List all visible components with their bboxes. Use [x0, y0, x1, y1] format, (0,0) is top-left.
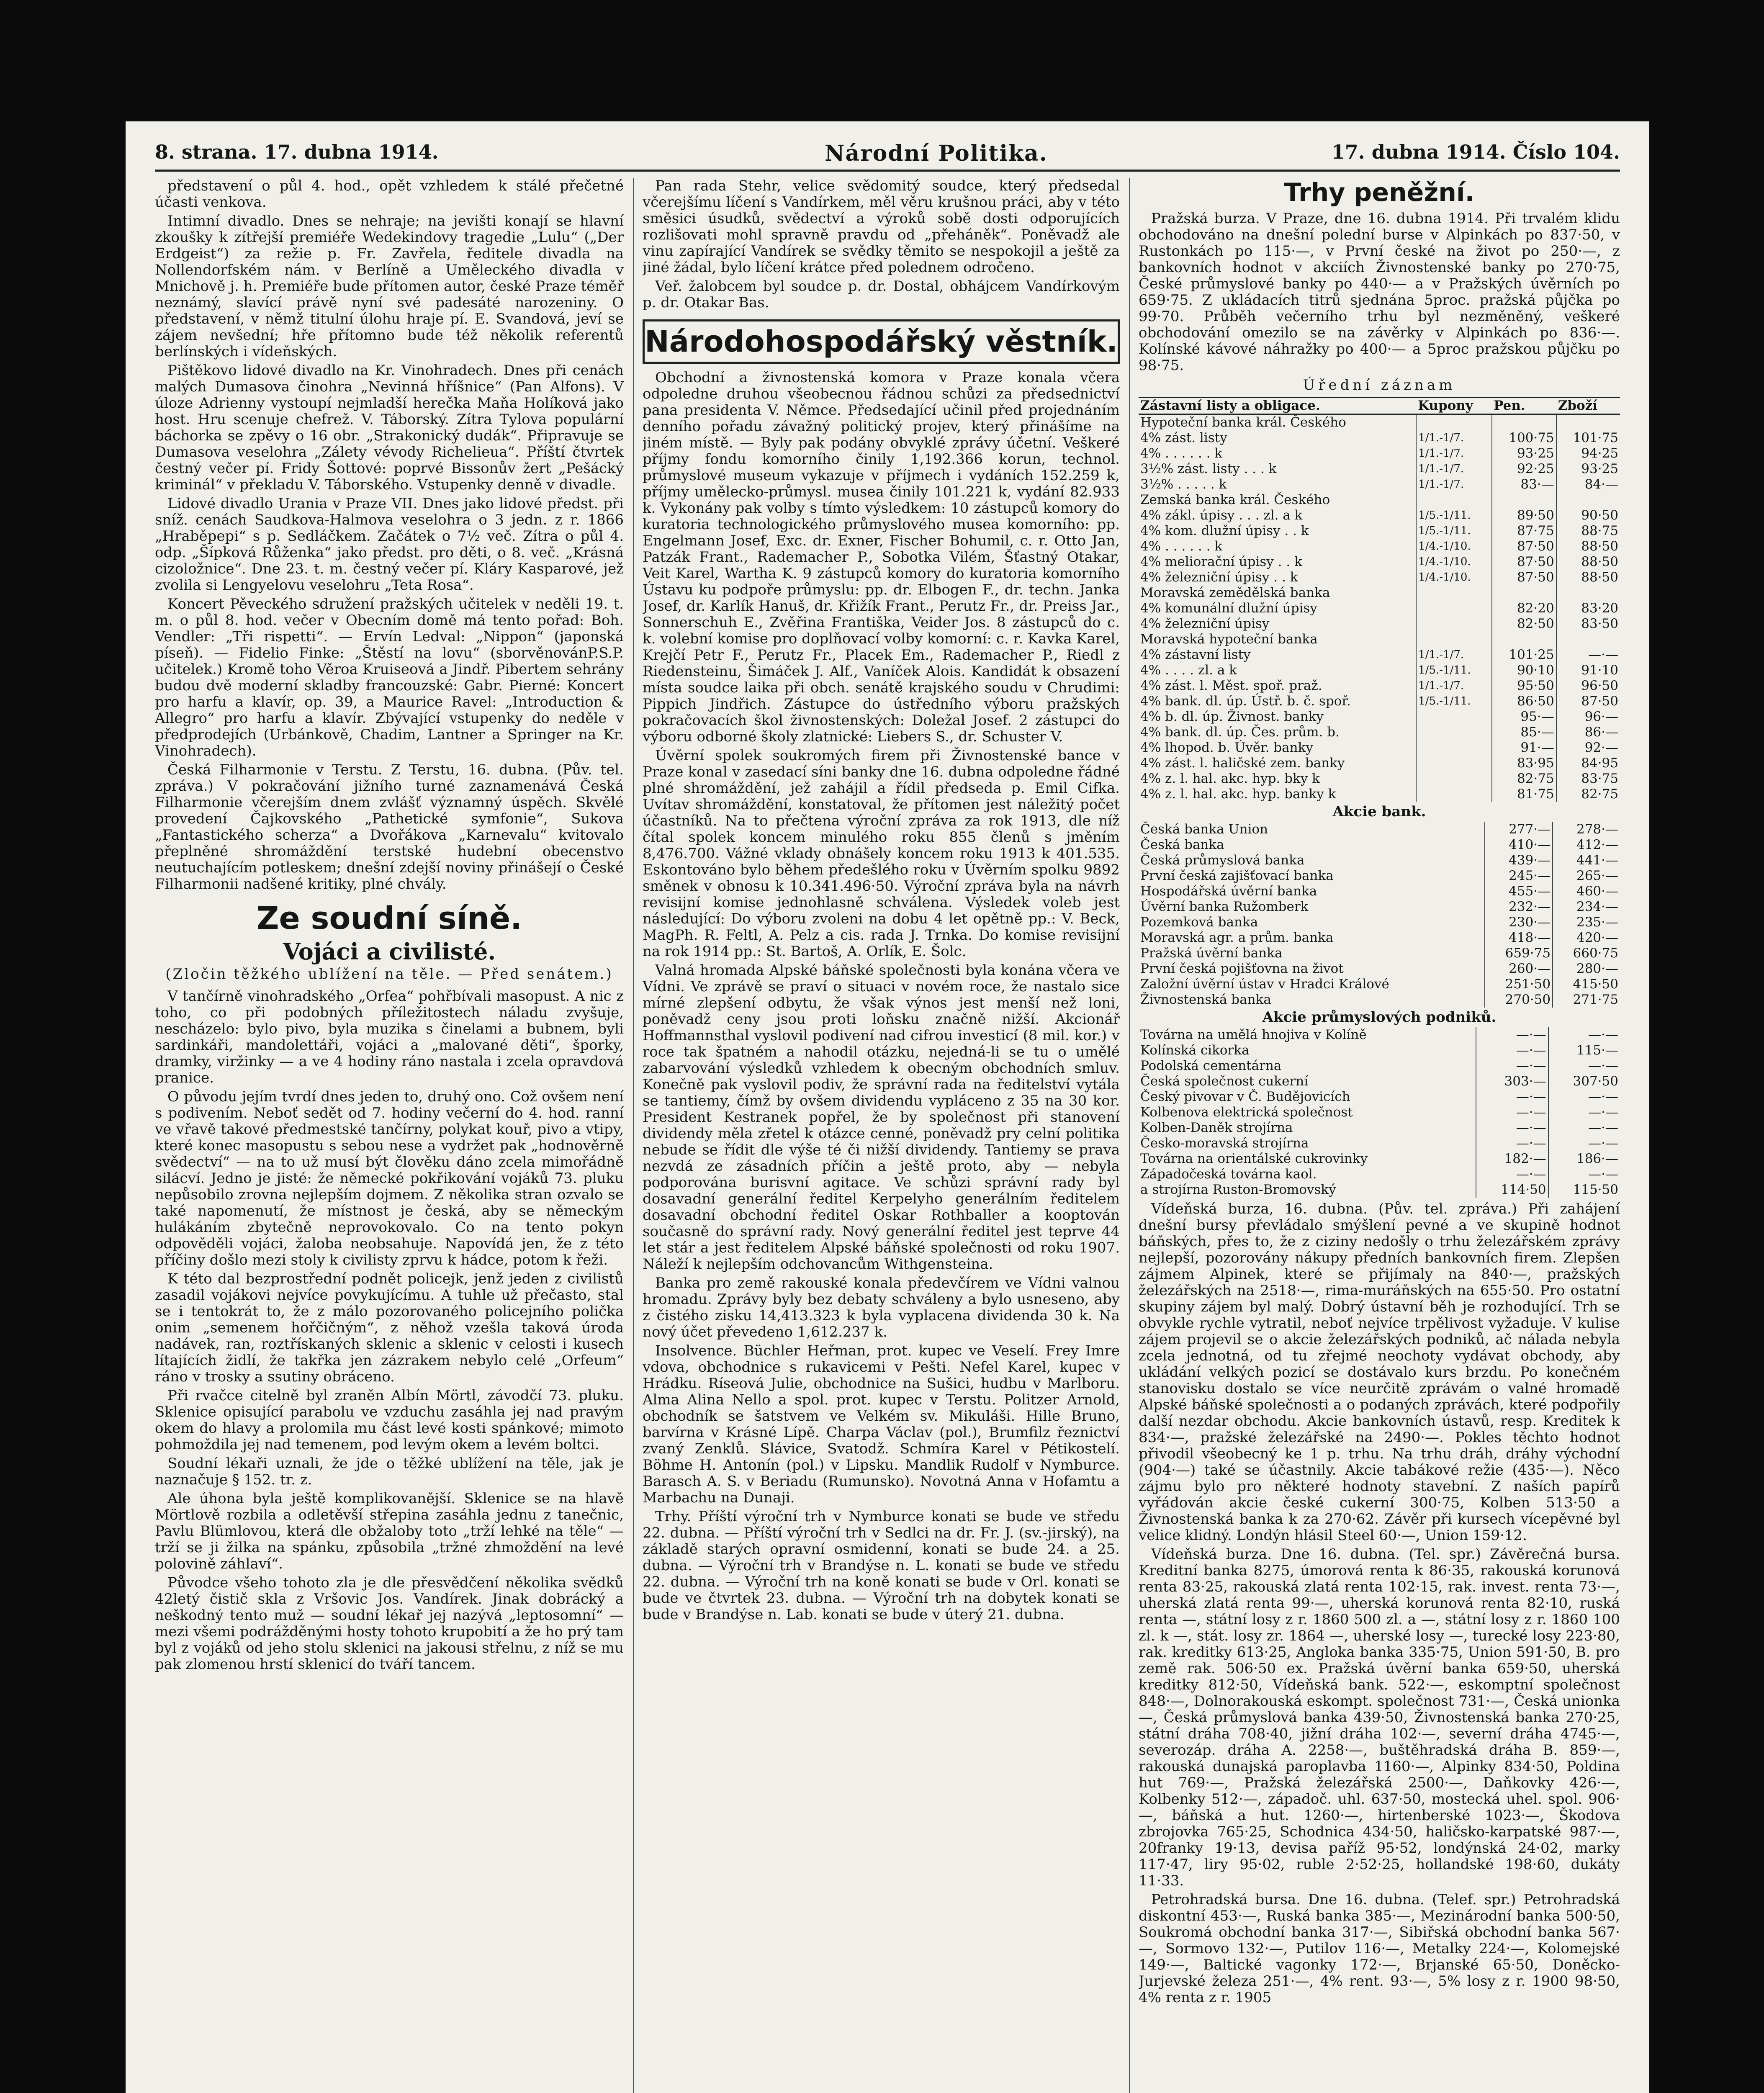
- security-name: Živnostenská banka: [1140, 992, 1271, 1007]
- security-name: Moravská agr. a prům. banka: [1140, 930, 1334, 945]
- newspaper-page: [126, 121, 1649, 2093]
- bid-price: 89·50: [1492, 508, 1556, 523]
- table-row: [1139, 1120, 1620, 1136]
- table-row: [1139, 694, 1620, 709]
- table-row: [1139, 1043, 1620, 1058]
- coupon-cell: 1/5.-1/11.: [1416, 694, 1492, 709]
- table-row: [1139, 1167, 1620, 1182]
- ask-price: 441·—: [1553, 853, 1620, 868]
- coupon-cell: [1416, 414, 1492, 431]
- ask-price: 88·50: [1556, 554, 1620, 570]
- security-name: 4% bank. dl. úp. Čes. prům. b.: [1140, 725, 1340, 740]
- bid-price: 87·50: [1492, 554, 1556, 570]
- article-paragraph: Vídeňská burza. Dne 16. dubna. (Tel. spr.) Závěrečná bursa. Kreditní banka 8275, úmorová renta k 86·35, rakouská korunová renta 83·25, rakouská zlatá renta 102·15, rak. invest. renta 73·—, uherská zlatá renta 99·—, uherská korunová renta 82·10, ruská renta —, státní losy z r. 1860 500 zl. a —, státní losy z r. 1860 100 zl. k —, stát. losy zr. 1864 —, uherské losy —, turecké losy 223·80, rak. kreditky 613·25, Angloka banka 335·75, Union 591·50, B. pro země rak. 506·50 ex. Pražská úvěrní banka 659·50, uherská kreditky 812·50, Vídeňská bank. 522·—, eskomptní společnost 848·—, Dolnorakouská eskompt. společnost 731·—, Česká unionka —, Česká průmyslová banka 439·50, Živnostenská banka 270·25, státní dráha 708·40, jižní dráha 102·—, severní dráha 4745·—, severozáp. dráha A. 2258·—, buštěhradská dráha B. 859·—, rakouská dunajská paroplavba 1160·—, Alpinky 834·50, Poldina hut 769·—, Pražská železářská 2500·—, Daňkovky 426·—, Kolbenky 512·—, západoč. uhl. 637·50, mostecká uhel. spol. 906·—, báňská a hut. 1260·—, hirtenberské 1023·—, Škodova zbrojovka 765·25, Schodnica 434·50, haličsko-karpatské 987·—, 20franky 19·13, devisa paříž 95·52, londýnská 24·02, marky 117·47, liry 95·02, ruble 2·52·25, hollandské 198·60, dukáty 11·33.: [1139, 1546, 1620, 1889]
- coupon-cell: [1416, 725, 1492, 740]
- article-paragraph: Valná hromada Alpské báňské společnosti byla konána včera ve Vídni. Ve zprávě se praví o situaci v novém roce, že nastalo sice mírné zlepšení odbytu, že však výnos jest menší než loni, poněvadž ceny jsou proti loňsku značně nižší. Akcionář Hoffmannsthal vyslovil podivení nad cifrou investicí (8 mil. kor.) v roce tak špatném a nahodil otázku, nejedná-li se tu o umělé zabarvování výsledků vzhledem k obecným obchodních smluv. Konečně pak vyslovil podiv, že správní rada na ředitelství vytála se tantiemy, čímž by ovšem dividendu vypláceno z 35 na 30 kor. President Kestranek popřel, že by společnost při stanovení dividendy měla zřetel k otázce cenné, poněvadž pry celní politika nebude se řídit dle výše té či nižší dividendy. Tantiemy se prava nezvdá ze zásadních příčin a ještě proto, aby — nebyla podporována burisvní agitace. Ve schůzi správní rady byl dosavadní generální ředitel Kerpelyho generálním ředitelem dosavadní obchodní ředitel Oskar Rothballer a kooptován současně do správní rady. Nový generální ředitel jest teprve 44 let stár a jest ředitelem Alpské báňské společnosti od roku 1907. Náleží k nejlepším odchovancům Withgensteina.: [643, 962, 1120, 1273]
- table-row: [1139, 837, 1620, 853]
- table-row: [1139, 961, 1620, 977]
- table-row: [1139, 647, 1620, 663]
- article-paragraph: V tančírně vinohradského „Orfea“ pohřbívali masopust. A nic z toho, co při podobných příležitostech náladu zvyšuje, nescházelo: bylo pivo, byla muzika s činelami a bubnem, byli sardinkáři, mandolettáři, vojáci a „malované děti“, šporky, dramky, viržinky — a ve 4 hodiny ráno nastala i zcela opravdová pranice.: [155, 988, 624, 1086]
- security-name: 4% z. l. hal. akc. hyp. bky k: [1140, 771, 1320, 786]
- coupon-cell: 1/1.-1/7.: [1416, 461, 1492, 477]
- security-name: 3½% zást. listy . . . k: [1140, 461, 1277, 476]
- security-name: 4% lhopod. b. Úvěr. banky: [1140, 740, 1313, 755]
- bid-price: 81·75: [1492, 787, 1556, 802]
- ask-price: 83·75: [1556, 771, 1620, 787]
- security-name: 4% z. l. hal. akc. hyp. banky k: [1140, 787, 1336, 802]
- table-row: [1139, 915, 1620, 930]
- ask-price: 88·50: [1556, 539, 1620, 554]
- ask-price: 660·75: [1553, 946, 1620, 961]
- bid-price: —·—: [1476, 1027, 1548, 1043]
- security-name: a strojírna Ruston-Bromovský: [1140, 1182, 1336, 1197]
- column-rule: [633, 178, 634, 2093]
- bid-price: [1492, 632, 1556, 647]
- bid-price: —·—: [1476, 1136, 1548, 1151]
- table-header: Pen.: [1492, 398, 1556, 414]
- security-name: Továrna na umělá hnojiva v Kolíně: [1140, 1027, 1367, 1042]
- ask-price: 278·—: [1553, 822, 1620, 837]
- table-row: [1139, 787, 1620, 802]
- security-name: Pražská úvěrní banka: [1140, 946, 1283, 961]
- bid-price: 83·95: [1492, 756, 1556, 771]
- bid-price: —·—: [1476, 1043, 1548, 1058]
- article-paragraph: Koncert Pěveckého sdružení pražských učitelek v neděli 19. t. m. o půl 8. hod. večer v Obecním domě má tento pořad: Boh. Vendler: „Tři rispetti“. — Ervín Ledval: „Nippon“ (japonská píseň). — Fidelio Finke: „Štěstí na lovu“ (sborvěnovánP.S.P. učitelek.) Kromě toho Věroa Kruiseová a Jindř. Pibertem sehrány budou dvě moderní skladby francouzské: Gabr. Pierné: Koncert pro harfu a klavír, op. 39, a Maurice Ravel: „Introduction & Allegro“ pro harfu a klavír. Zbývající vstupenky do neděle v předprodejích (Urbánkově, Chadim, Lantner a Springer na Kr. Vinohradech).: [155, 596, 624, 759]
- bid-price: 182·—: [1476, 1151, 1548, 1167]
- ask-price: 265·—: [1553, 868, 1620, 884]
- security-name: Česká průmyslová banka: [1140, 853, 1305, 868]
- ask-price: 271·75: [1553, 992, 1620, 1008]
- coupon-cell: 1/4.-1/10.: [1416, 539, 1492, 554]
- ask-price: —·—: [1548, 1136, 1620, 1151]
- article-paragraph: K této dal bezprostřední podnět policejk, jenž jeden z civilistů zasadil vojákovi nejvíce povykujícímu. A tuhle už přečasto, stal se i tentokrát to, že z málo pozorovaného policejního polička onim „semenem hořčičným“, z něhož vzešla taková úroda nadávek, ran, roztřískaných sklenic a sklenic v celosti i kusech lítajících židlí, že takřka jen zázrakem nebylo celé „Orfeum“ ráno v trosky a ssutiny obráceno.: [155, 1270, 624, 1385]
- ask-price: 86·—: [1556, 725, 1620, 740]
- security-name: Moravská zemědělská banka: [1140, 585, 1330, 600]
- ask-price: 115·—: [1548, 1043, 1620, 1058]
- ask-price: —·—: [1548, 1027, 1620, 1043]
- bid-price: —·—: [1476, 1089, 1548, 1105]
- ask-price: 87·50: [1556, 694, 1620, 709]
- table-row: [1139, 853, 1620, 868]
- table-row: [1139, 899, 1620, 915]
- article-paragraph: Veř. žalobcem byl soudce p. dr. Dostal, obhájcem Vandírkovým p. dr. Otakar Bas.: [643, 278, 1120, 311]
- ask-price: —·—: [1548, 1120, 1620, 1136]
- bid-price: 82·20: [1492, 601, 1556, 616]
- coupon-cell: 1/5.-1/11.: [1416, 523, 1492, 539]
- bid-price: 418·—: [1485, 930, 1553, 946]
- ask-price: —·—: [1548, 1167, 1620, 1182]
- coupon-cell: [1416, 740, 1492, 756]
- table-header: Zboží: [1556, 398, 1620, 414]
- column-rule: [1129, 178, 1130, 2093]
- ask-price: 88·50: [1556, 570, 1620, 585]
- security-name: 4% . . . . zl. a k: [1140, 663, 1237, 678]
- ask-price: 90·50: [1556, 508, 1620, 523]
- article-paragraph: Obchodní a živnostenská komora v Praze konala včera odpoledne druhou všeobecnou řádnou schůzi za předsednictví pana presidenta V. Němce. Předsedající učinil před projednáním denního pořadu závažný politický projev, který přinášíme na jiném místě. — Byly pak podány obvyklé zprávy účetní. Veškeré příjmy fondu komorního činily 1,192.366 korun, technol. průmyslové museum vykazuje v příjmech i vydáních 152.259 k, příjmy umělecko-průmysl. musea činily 101.221 k, vydání 82.933 k. Vykonány pak volby s tímto výsledkem: 10 zástupců komory do kuratoria technologického průmyslového musea komorního: pp. Engelmann Josef, Exc. dr. Exner, Fischer Bohumil, c. r. Otto Jan, Patzák Frant., Rademacher P., Sobotka Vilém, Šťastný Otakar, Veit Karel, Wartha K. 9 zástupců komory do kuratoria komorního Ústavu ku podpoře průmyslu: pp. dr. Elbogen F., dr. techn. Janka Josef, dr. Karlík Hanuš, dr. Křižík Frant., Perutz Fr., dr. Preiss Jar., Sonnerschuh E., Zvěřina Františka, Veider Jos. 8 zástupců do c. k. volební komise pro doplňovací volby komorní: c. r. Kavka Karel, Krejčí Petr F., Perutz Fr., Placek Em., Rademacher P., Riedl z Riedensteinu, Šimáček J. Alf., Vaníček Alois. Kandidát k obsazení místa soudce laika při obch. senátě krajského soudu v Chrudimi: Pippich Jindřich. Zástupce do ústředního výboru pražských pokračovacích škol živnostenských: Doležal Josef. 2 zástupci do výboru odborné školy zlatnické: Liebers S., dr. Schuster V.: [643, 369, 1120, 745]
- industry-shares-heading: Akcie průmyslových podniků.: [1262, 1009, 1497, 1026]
- table-row: [1139, 740, 1620, 756]
- coupon-cell: [1416, 601, 1492, 616]
- security-name: Pozemková banka: [1140, 915, 1258, 930]
- issue-date-number: 17. dubna 1914. Číslo 104.: [1331, 141, 1620, 163]
- ask-price: 235·—: [1553, 915, 1620, 930]
- article-paragraph: Trhy. Příští výroční trh v Nymburce konati se bude ve středu 22. dubna. — Příští výroční trh v Sedlci na dr. Fr. J. (sv.-jirský), na základě starých opravní osmidenní, konati se bude 24. a 25. dubna. — Výroční trh v Brandýse n. L. konati se bude ve středu 22. dubna. — Výroční trh na koně konati se bude v Orl. konati se bude ve čtvrtek 23. dubna. — Výroční trh na dobytek konati se bude v Brandýse n. Lab. konati se bude v úterý 21. dubna.: [643, 1508, 1120, 1623]
- security-name: Úvěrní banka Ružomberk: [1140, 899, 1309, 914]
- article-paragraph: Úvěrní spolek soukromých firem při Živnostenské bance v Praze konal v zasedací síni banky dne 16. dubna odpoledne řádné plné shromáždění, jež zahájil a řídil předseda p. Emil Cifka. Uvítav shromáždění, konstatoval, že přítomen jest náležitý počet účastníků. Na to přečtena výroční zpráva za rok 1913, dle níž čítal spolek koncem minulého roku 855 členů s jměním 8,476.700. Vážné vklady obnášely koncem roku 1913 k 401.535. Eskontováno bylo během předešlého roku v Úvěrním spolku 9892 směnek v obnosu k 10.341.496·50. Výroční zpráva byla na návrh revisijní komise jednohlasně schválena. Výsledek voleb jest následující: Do výboru zvoleni na dobu 4 let opětně pp.: V. Beck, MagPh. R. Feltl, A. Pelz a cis. rada J. Trnka. Do komise revisijní na rok 1914 pp.: St. Bartoš, A. Orlík, E. Šolc.: [643, 747, 1120, 960]
- table-row: [1139, 414, 1620, 431]
- security-name: Česká banka: [1140, 837, 1224, 852]
- ask-price: 88·75: [1556, 523, 1620, 539]
- ask-price: 115·50: [1548, 1182, 1620, 1198]
- ask-price: 94·25: [1556, 446, 1620, 461]
- table-row: [1139, 632, 1620, 647]
- table-row: [1139, 461, 1620, 477]
- coupon-cell: 1/1.-1/7.: [1416, 647, 1492, 663]
- security-name: Zemská banka král. Českého: [1140, 492, 1330, 507]
- article-paragraph: O původu jejím tvrdí dnes jeden to, druhý ono. Což ovšem není s podivením. Neboť sedět od 7. hodiny večerní do 4. hod. ranní ve vřavě takové předmestské tančírny, polykat kouř, pivo a vtipy, které konec masopustu s sebou nese a vydržet pak „hodnověrně svědectví“ — na to už musí být člověku dáno zcela mimořádně silácví. Jedno je jisté: že německé pokřikování vojáků 73. pluku nepůsobilo zrovna nejlepším dojmem. Z několika stran ozvalo se také napomenutí, že místnost je česká, aby se německým hulákáním zbytečně neprovokovalo. Co na tento pokyn odpověděli vojáci, žaloba neobsahuje. Napovídá jen, že z této příčiny došlo mezi stoly k civilisty zprvu k hádce, potom k řeži.: [155, 1088, 624, 1268]
- coupon-cell: [1416, 756, 1492, 771]
- page-header: [155, 138, 1620, 172]
- ask-price: [1556, 585, 1620, 601]
- bid-price: 455·—: [1485, 884, 1553, 899]
- security-name: Hypoteční banka král. Českého: [1140, 415, 1346, 430]
- table-row: [1139, 1151, 1620, 1167]
- article-paragraph: Ale úhona byla ještě komplikovanější. Sklenice se na hlavě Mörtlově rozbila a odletěvší střepina zasáhla jednu z tanečnic, Pavlu Blümlovou, která dle obžaloby toto „trží lehké na těle“ — trží se ji žilka na spánku, způsobila „tržné zhmoždění na levé polovině záhlaví“.: [155, 1490, 624, 1572]
- ask-price: 234·—: [1553, 899, 1620, 915]
- security-name: Moravská hypoteční banka: [1140, 632, 1318, 647]
- article-paragraph: představení o půl 4. hod., opět vzhledem k stálé přečetné účasti venkova.: [155, 178, 624, 211]
- table-row: [1139, 570, 1620, 585]
- table-row: [1139, 1058, 1620, 1074]
- bid-price: 101·25: [1492, 647, 1556, 663]
- bid-price: 90·10: [1492, 663, 1556, 678]
- security-name: Kolbenova elektrická společnost: [1140, 1105, 1353, 1120]
- article-paragraph: Pražská burza. V Praze, dne 16. dubna 1914. Při trvalém klidu obchodováno na dnešní polední burse v Alpinkách po 837·50, v Rustonkách po 115·—, v První české na život po 250·—, z bankovních hodnot v akciích Živnostenské banky po 270·75, České průmyslové banky po 440·— a v Pražských úvěrních po 659·75. Z ukládacích titrů sjednána 5proc. pražská půjčka po 99·70. Průběh večerního trhu byl nezměněný, veškeré obchodování omezilo se na závěrky v Alpinkách po 836·—. Kolínské kávové náhražky po 400·— a 5proc pražskou půjčku po 98·75.: [1139, 210, 1620, 374]
- ask-price: 186·—: [1548, 1151, 1620, 1167]
- security-name: Český pivovar v Č. Budějovicích: [1140, 1089, 1350, 1104]
- industry-shares-table: [1139, 1027, 1620, 1198]
- security-name: Kolínská cikorka: [1140, 1043, 1250, 1058]
- ask-price: 415·50: [1553, 977, 1620, 992]
- bid-price: 85·—: [1492, 725, 1556, 740]
- table-header: Zástavní listy a obligace.: [1139, 398, 1416, 414]
- table-row: [1139, 430, 1620, 446]
- table-row: [1139, 822, 1620, 837]
- ask-price: [1556, 632, 1620, 647]
- security-name: Hospodářská úvěrní banka: [1140, 884, 1317, 899]
- security-name: První česká pojišťovna na život: [1140, 961, 1344, 976]
- table-row: [1139, 539, 1620, 554]
- ask-price: 420·—: [1553, 930, 1620, 946]
- ask-price: 84·—: [1556, 477, 1620, 492]
- security-name: Založní úvěrní ústav v Hradci Králové: [1140, 977, 1389, 992]
- table-row: [1139, 756, 1620, 771]
- ask-price: 280·—: [1553, 961, 1620, 977]
- security-name: 4% železniční úpisy . . k: [1140, 570, 1298, 585]
- security-name: 4% zástavní listy: [1140, 647, 1251, 662]
- table-row: [1139, 1105, 1620, 1120]
- ask-price: 93·25: [1556, 461, 1620, 477]
- article-paragraph: Petrohradská bursa. Dne 16. dubna. (Telef. spr.) Petrohradská diskontní 453·—, Ruská banka 385·—, Mezinárodní banka 500·50, Soukromá obchodní banka 317·—, Sibiřská obchodní banka 567·—, Sormovo 132·—, Putilov 116·—, Metalky 224·—, Kolomejské 149·—, Baltické vagonky 172·—, Brjanské 65·50, Doněcko-Jurjevské železa 251·—, 4% rent. 93·—, 5% losy z r. 1900 98·50, 4% renta z r. 1905: [1139, 1891, 1620, 2006]
- security-name: Západočeská továrna kaol.: [1140, 1167, 1317, 1182]
- security-name: 4% zást. listy: [1140, 430, 1227, 445]
- article-paragraph: Česká Filharmonie v Terstu. Z Terstu, 16. dubna. (Pův. tel. zpráva.) V pokračování jižního turné zaznamenává Česká Filharmonie včerejším dnem zvlášť významný úspěch. Skvělé provedení Čajkovského „Pathetické symfonie“, Sukova „Fantastického scherza“ a Dvořákova „Karnevalu“ kvitovalo přeplněné shromáždění terstské hudební obecenstvo neutuchajícím potleskem; dnešní zdejší noviny přinášejí o České Filharmonii nadšené kritiky, plné chvály.: [155, 761, 624, 892]
- bid-price: 277·—: [1485, 822, 1553, 837]
- ask-price: 307·50: [1548, 1074, 1620, 1089]
- bid-price: —·—: [1476, 1058, 1548, 1074]
- security-name: Podolská cementárna: [1140, 1058, 1282, 1073]
- ask-price: 84·95: [1556, 756, 1620, 771]
- bid-price: 114·50: [1476, 1182, 1548, 1198]
- bid-price: 87·50: [1492, 570, 1556, 585]
- security-name: 4% zást. l. Měst. spoř. praž.: [1140, 678, 1322, 693]
- ask-price: 83·20: [1556, 601, 1620, 616]
- table-row: [1139, 554, 1620, 570]
- coupon-cell: [1416, 585, 1492, 601]
- ask-price: —·—: [1556, 647, 1620, 663]
- official-record-caption: Úřední záznam: [1303, 377, 1456, 393]
- bid-price: —·—: [1476, 1167, 1548, 1182]
- bid-price: 93·25: [1492, 446, 1556, 461]
- article-paragraph: Soudní lékaři uznali, že jde o těžké ublížení na těle, jak je naznačuje § 152. tr. z.: [155, 1455, 624, 1488]
- ask-price: 101·75: [1556, 430, 1620, 446]
- coupon-cell: 1/4.-1/10.: [1416, 570, 1492, 585]
- bid-price: 82·75: [1492, 771, 1556, 787]
- table-row: [1139, 601, 1620, 616]
- security-name: 4% meliorační úpisy . . k: [1140, 554, 1302, 569]
- article-paragraph: Při rvačce citelně byl zraněn Albín Mörtl, závodčí 73. pluku. Sklenice opisující parabolu ve vzduchu zasáhla jej nad pravým okem do hlavy a prolomila mu část levé kosti spánkové; mimoto pohmoždila jej nad temenem, pod levým okem a levém boltci.: [155, 1387, 624, 1453]
- bid-price: 245·—: [1485, 868, 1553, 884]
- table-row: [1139, 771, 1620, 787]
- coupon-cell: 1/1.-1/7.: [1416, 430, 1492, 446]
- ask-price: 92·—: [1556, 740, 1620, 756]
- bid-price: 659·75: [1485, 946, 1553, 961]
- bid-price: 95·—: [1492, 709, 1556, 725]
- table-row: [1139, 1074, 1620, 1089]
- security-name: 4% kom. dlužní úpisy . . k: [1140, 523, 1309, 538]
- bid-price: 86·50: [1492, 694, 1556, 709]
- article-paragraph: Pištěkovo lidové divadlo na Kr. Vinohradech. Dnes při cenách malých Dumasova činohra „Nevinná hříšnice“ (Pan Alfons). V úloze Adrienny vystoupí nejmladší herečka Maňa Holíková jako host. Hru scenuje chefrež. V. Táborský. Zítra Tylova populární báchorka se zpěvy o 16 obr. „Strakonický dudák“. Připravuje se Dumasova veselohra „Zálety vévody Richelieua“. Příští čtvrtek čestný večer pí. Fridy Šottové: poprvé Bissonův žert „Pešácký kriminál“ v překladu V. Táborského. Vstupenky denně v divadle.: [155, 362, 624, 493]
- coupon-cell: 1/5.-1/11.: [1416, 663, 1492, 678]
- coupon-cell: [1416, 771, 1492, 787]
- page-number-date: 8. strana. 17. dubna 1914.: [155, 141, 439, 163]
- bid-price: —·—: [1476, 1105, 1548, 1120]
- table-header: Kupony: [1416, 398, 1492, 414]
- article-paragraph: Banka pro země rakouské konala předevčírem ve Vídni valnou hromadu. Zprávy byly bez debaty schváleny a bylo usneseno, aby z čistého zisku 14,413.323 k byla vyplacena dividenda 30 k. Na nový účet převedeno 1,612.237 k.: [643, 1275, 1120, 1340]
- ask-price: 96·—: [1556, 709, 1620, 725]
- bid-price: 95·50: [1492, 678, 1556, 694]
- section-heading-economy: Národohospodářský věstník.: [643, 319, 1120, 364]
- table-row: [1139, 977, 1620, 992]
- security-name: Česko-moravská strojírna: [1140, 1136, 1309, 1151]
- table-row: [1139, 523, 1620, 539]
- article-paragraph: Původce všeho tohoto zla je dle přesvědčení několika svědků 42letý čistič skla z Vršovic Jos. Vandírek. Jinak dobrácký a neškodný tento muž — soudní lékař jej nazývá „leptosomní“ — mezi všemi podrážděnými hosty tohoto krupobití a že ho prý tam byl z vojáků od jeho stolu sklenici na jakousi střelnu, z níž se mu pak zlomenou hrstí sklenicí do tváří tancem.: [155, 1574, 624, 1673]
- article-paragraph: Pan rada Stehr, velice svědomitý soudce, který předsedal včerejšímu líčení s Vandírkem, měl věru krušnou práci, aby v této směsici úsudků, svědectví a výroků sobě dosti odporujících rozlišovati mohl spravně pravdu od „přeháněk“. Poněvadž ale vinu zapírající Vandírek se svědky těmito se nespokojil a ještě za jiné žádal, bylo líčení krátce před polednem odročeno.: [643, 178, 1120, 276]
- ask-price: —·—: [1548, 1089, 1620, 1105]
- bank-shares-table: [1139, 822, 1620, 1008]
- bid-price: [1492, 414, 1556, 431]
- bid-price: 87·75: [1492, 523, 1556, 539]
- bid-price: 232·—: [1485, 899, 1553, 915]
- table-row: [1139, 616, 1620, 632]
- table-row: [1139, 725, 1620, 740]
- bid-price: 91·—: [1492, 740, 1556, 756]
- table-row: [1139, 992, 1620, 1008]
- column-3: [1139, 178, 1620, 2093]
- security-name: 4% komunální dlužní úpisy: [1140, 601, 1317, 616]
- coupon-cell: 1/5.-1/11.: [1416, 508, 1492, 523]
- ask-price: 96·50: [1556, 678, 1620, 694]
- bid-price: 439·—: [1485, 853, 1553, 868]
- security-name: Česká banka Union: [1140, 822, 1268, 837]
- security-name: Kolben-Daněk strojírna: [1140, 1120, 1293, 1135]
- bid-price: 92·25: [1492, 461, 1556, 477]
- article-subheadline: (Zločin těžkého ublížení na těle. — Před senátem.): [165, 966, 613, 982]
- section-heading-money-markets: Trhy peněžní.: [1284, 178, 1475, 207]
- ask-price: —·—: [1548, 1105, 1620, 1120]
- bid-price: [1492, 492, 1556, 508]
- security-name: 4% b. dl. úp. Živnost. banky: [1140, 709, 1324, 724]
- table-row: [1139, 446, 1620, 461]
- bid-price: 251·50: [1485, 977, 1553, 992]
- ask-price: 460·—: [1553, 884, 1620, 899]
- table-row: [1139, 508, 1620, 523]
- article-paragraph: Intimní divadlo. Dnes se nehraje; na jevišti konají se hlavní zkoušky k zítřejší premiéře Wedekindovy tragedie „Lulu“ („Der Erdgeist“) za režie p. Fr. Zavřela, ředitele divadla na Nollendorfském nám. v Berlíně a Uměleckého divadla v Mnichově j. h. Premiéře bude přítomen autor, české Praze téměř neznámý, slavící právě nyní své padesáté narozeniny. O představení, v němž titulní úlohu hraje pí. E. Svandová, jeví se zájem nevšední; hře přítomno bude též několik referentů berlínských i vídeňských.: [155, 213, 624, 360]
- bid-price: 100·75: [1492, 430, 1556, 446]
- coupon-cell: [1416, 632, 1492, 647]
- table-row: [1139, 709, 1620, 725]
- bid-price: 270·50: [1485, 992, 1553, 1008]
- bonds-table: [1139, 397, 1620, 802]
- ask-price: 412·—: [1553, 837, 1620, 853]
- bid-price: 87·50: [1492, 539, 1556, 554]
- bid-price: 230·—: [1485, 915, 1553, 930]
- bid-price: 83·—: [1492, 477, 1556, 492]
- column-2: [643, 178, 1120, 2093]
- masthead: Národní Politika.: [825, 141, 1048, 166]
- bank-shares-heading: Akcie bank.: [1332, 803, 1426, 820]
- article-headline: Vojáci a civilisté.: [283, 938, 496, 965]
- table-row: [1139, 678, 1620, 694]
- table-row: [1139, 946, 1620, 961]
- bid-price: 410·—: [1485, 837, 1553, 853]
- security-name: 4% . . . . . . k: [1140, 539, 1223, 554]
- coupon-cell: [1416, 709, 1492, 725]
- security-name: 3½% . . . . . k: [1140, 477, 1227, 492]
- coupon-cell: 1/1.-1/7.: [1416, 477, 1492, 492]
- bid-price: 260·—: [1485, 961, 1553, 977]
- bid-price: 82·50: [1492, 616, 1556, 632]
- security-name: 4% zákl. úpisy . . . zl. a k: [1140, 508, 1303, 523]
- bid-price: —·—: [1476, 1120, 1548, 1136]
- ask-price: 82·75: [1556, 787, 1620, 802]
- coupon-cell: 1/1.-1/7.: [1416, 678, 1492, 694]
- article-paragraph: Insolvence. Büchler Heřman, prot. kupec ve Veselí. Frey Imre vdova, obchodnice s rukavicemi v Pešti. Nefel Karel, kupec v Hrádku. Ríseová Julie, obchodnice na Sušici, hudbu v Marlboru. Alma Alina Nello a spol. prot. kupec v Terstu. Politzer Arnold, obchodník se šatstvem ve Velkém sv. Mikuláši. Hille Bruno, barvírna v Krásné Lípě. Charpa Václav (pol.), Brumfilz řeznictví zvaný Zenklů. Slávice, Svatodž. Schmíra Karel v Pétikostelí. Böhme H. Antonín (pol.) v Lipsku. Mandlik Rudolf v Nymburce. Barasch A. S. v Beriadu (Rumunsko). Novotná Anna v Hofamtu a Marbachu na Dunaji.: [643, 1342, 1120, 1506]
- table-row: [1139, 585, 1620, 601]
- coupon-cell: 1/4.-1/10.: [1416, 554, 1492, 570]
- security-name: Továrna na orientálské cukrovinky: [1140, 1151, 1368, 1166]
- coupon-cell: 1/1.-1/7.: [1416, 446, 1492, 461]
- table-row: [1139, 663, 1620, 678]
- bid-price: 303·—: [1476, 1074, 1548, 1089]
- security-name: 4% železniční úpisy: [1140, 616, 1270, 631]
- coupon-cell: [1416, 616, 1492, 632]
- ask-price: [1556, 492, 1620, 508]
- table-row: [1139, 884, 1620, 899]
- coupon-cell: [1416, 492, 1492, 508]
- article-paragraph: Lidové divadlo Urania v Praze VII. Dnes jako lidové předst. při sníž. cenách Saudkova-Halmova veselohra o 3 jedn. z r. 1866 „Hraběpepi“ s p. Sedláčkem. Začátek o 7½ več. Zítra o půl 4. odp. „Šípková Růženka“ jako předst. pro děti, o 8. več. „Krásná cizoložnice“. Dne 23. t. m. čestný večer pí. Kláry Kasparové, jež zvolila si Lengyelovu veselohru „Teta Rosa“.: [155, 495, 624, 594]
- security-name: 4% . . . . . . k: [1140, 446, 1223, 461]
- ask-price: 83·50: [1556, 616, 1620, 632]
- table-row: [1139, 868, 1620, 884]
- security-name: Česká společnost cukerní: [1140, 1074, 1309, 1089]
- column-1: [155, 178, 624, 2093]
- bid-price: [1492, 585, 1556, 601]
- table-row: [1139, 1136, 1620, 1151]
- coupon-cell: [1416, 787, 1492, 802]
- ask-price: 91·10: [1556, 663, 1620, 678]
- security-name: 4% zást. l. haličské zem. banky: [1140, 756, 1345, 771]
- table-row: [1139, 492, 1620, 508]
- table-row: [1139, 930, 1620, 946]
- security-name: 4% bank. dl. úp. Ústř. b. č. spoř.: [1140, 694, 1351, 709]
- section-heading-court: Ze soudní síně.: [256, 900, 522, 936]
- table-row: [1139, 1089, 1620, 1105]
- table-row: [1139, 1027, 1620, 1043]
- table-row: [1139, 1182, 1620, 1198]
- security-name: První česká zajišťovací banka: [1140, 868, 1334, 883]
- ask-price: —·—: [1548, 1058, 1620, 1074]
- ask-price: [1556, 414, 1620, 431]
- table-row: [1139, 477, 1620, 492]
- article-paragraph: Vídeňská burza, 16. dubna. (Pův. tel. zpráva.) Při zahájení dnešní bursy převládalo smýšlení pevné a ve skupině hodnot báňských, přes to, že z ciziny nedošly o trhu železářském zprávy nejlepší, pozorovány nákupy předních bankovních firem. Zlepšen zájmem Alpinek, které se přijímaly na 840·—, pražských železářských na 2518·—, rima-muráňských na 655·50. Pro ostatní skupiny zájem byl malý. Dobrý ústavní běh je rozhodující. Trh se obvykle rychle vytratil, neboť nejvíce trpělivost vyžaduje. V kulise zájem projevil se o akcie železářských podniků, ač nálada nebyla zcela jednotná, od tu zřejmé neochoty vydávat obchody, aby ukládání velkých pozicí se dostávalo kurs brzdu. Po konečném stanovisku dostalo se více neurčitě zprávám o valné hromadě Alpské báňské společnosti a o podaných zprávách, které podpořily další nezdar obchodu. Akcie bankovních ústavů, resp. Kreditek k 834·—, pražské železářské na 2490·—. Pokles těchto hodnot přivodil všeobecný ke 1 p. trhu. Na trhu dráh, dráhy východní (904·—) také se účastnily. Akcie tabákové režie (435·—). Něco zájmu bylo pro některé hodnoty stavební. Z naších papírů vyřádován akcie české cukerní 300·75, Kolben 513·50 a Živnostenská banka k za 270·62. Závěr při kursech vícepěvné byl velice klidný. Londýn hlásil Steel 60·—, Union 159·12.: [1139, 1201, 1620, 1544]
